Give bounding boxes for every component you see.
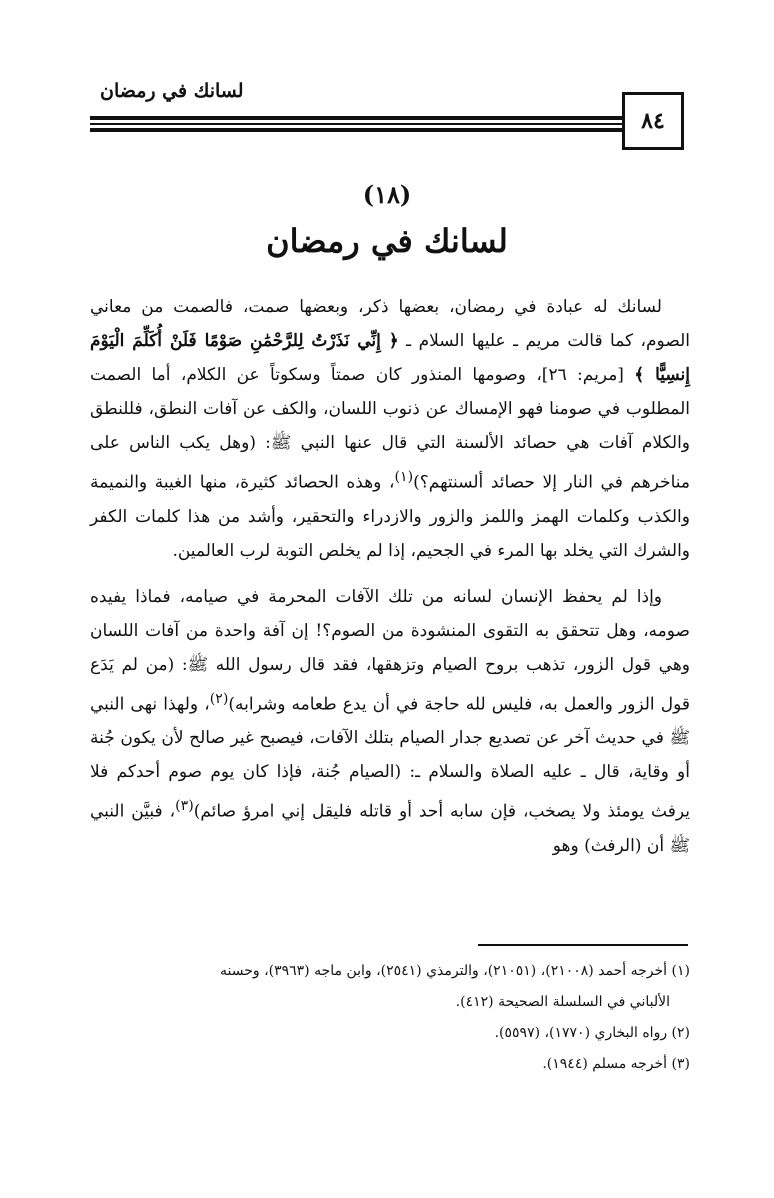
footnote-1: (١) أخرجه أحمد (٢١٠٠٨)، (٢١٠٥١)، والترمذي (٢٥٤١)، وابن ماجه (٣٩٦٣)، وحسنه (220, 963, 690, 979)
footnote-3: (٣) أخرجه مسلم (١٩٤٤). (542, 1056, 690, 1072)
footnote-ref-3: (٣) (175, 798, 194, 815)
paragraph-2 (90, 580, 690, 863)
text-run: ، وهذه الحصائد كثيرة، منها الغيبة والنميمة والكذب وكلمات الهمز واللمز والزور والازدراء والتحقير، وأشد من هذا كلمات الكفر والشرك التي يخلد بها المرء في الجحيم، إذا لم يخلص التوبة لرب العالمين. (90, 472, 690, 561)
text-run: ، فبيَّن النبي ﷺ أن (الرفث) وهو (90, 801, 690, 856)
text-run: ، ولهذا نهى النبي ﷺ في حديث آخر عن تصديع جدار الصيام بتلك الآفات، فيصبح غير صالح لأن يكون جُنة أو وقاية، قال ـ عليه الصلاة والسلام ـ: (الصيام جُنة، فإذا كان يوم صوم أحدكم فلا يرفث يومئذ ولا يصخب، فإن سابه أحد أو قاتله فليقل إني امرؤ صائم) (90, 694, 690, 822)
page-number: ٨٤ (641, 108, 665, 134)
footnotes (90, 956, 690, 1080)
text-run: لسانك له عبادة في رمضان، بعضها ذكر، وبعضها صمت، فالصمت من معاني الصوم، كما قالت مريم ـ عليها السلام ـ (90, 297, 690, 351)
running-title: لسانك في رمضان (100, 80, 244, 102)
quran-verse: ﴿ إِنِّي نَذَرْتُ لِلرَّحْمَٰنِ صَوْمًا فَلَنْ أُكَلِّمَ الْيَوْمَ إِنسِيًّا ﴾ (90, 331, 691, 385)
chapter-title: لسانك في رمضان (266, 222, 508, 260)
footnote-2: (٢) رواه البخاري (١٧٧٠)، (٥٥٩٧). (494, 1025, 690, 1041)
footnote-ref-2: (٢) (209, 690, 229, 707)
chapter-number: (١٨) (362, 180, 412, 209)
page-number-box (622, 92, 684, 150)
header-rule-thin (90, 123, 622, 125)
body-text (90, 290, 690, 875)
footnote-separator (478, 944, 688, 946)
header-rule-thick (90, 116, 622, 120)
paragraph-1 (90, 290, 690, 568)
header-rule-thick-lower (90, 128, 622, 132)
text-run: [مريم: ٢٦]، وصومها المنذور كان صمتاً وسكوتاً عن الكلام، أما الصمت المطلوب في صومنا فهو الإمساك عن ذنوب اللسان، والكف عن آفات النطق، فللنطق والكلام آفات هي حصائد الألسنة التي قال عنها النبي ﷺ: (وهل يكب الناس على مناخرهم في النار إلا حصائد ألسنتهم؟) (90, 365, 690, 493)
footnote-ref-1: (١) (394, 469, 414, 485)
footnote-1-continued: الألباني في السلسلة الصحيحة (٤١٢). (455, 994, 670, 1010)
text-run: وإذا لم يحفظ الإنسان لسانه من تلك الآفات المحرمة في صيامه، فماذا يفيده صومه، وهل تتحقق به التقوى المنشودة من الصوم؟! إن آفة واحدة من آفات اللسان وهي قول الزور، تذهب بروح الصيام وتزهقها، فقد قال رسول الله ﷺ: (من لم يَدَع قول الزور والعمل به، فليس لله حاجة في أن يدع طعامه وشرابه) (90, 586, 691, 715)
